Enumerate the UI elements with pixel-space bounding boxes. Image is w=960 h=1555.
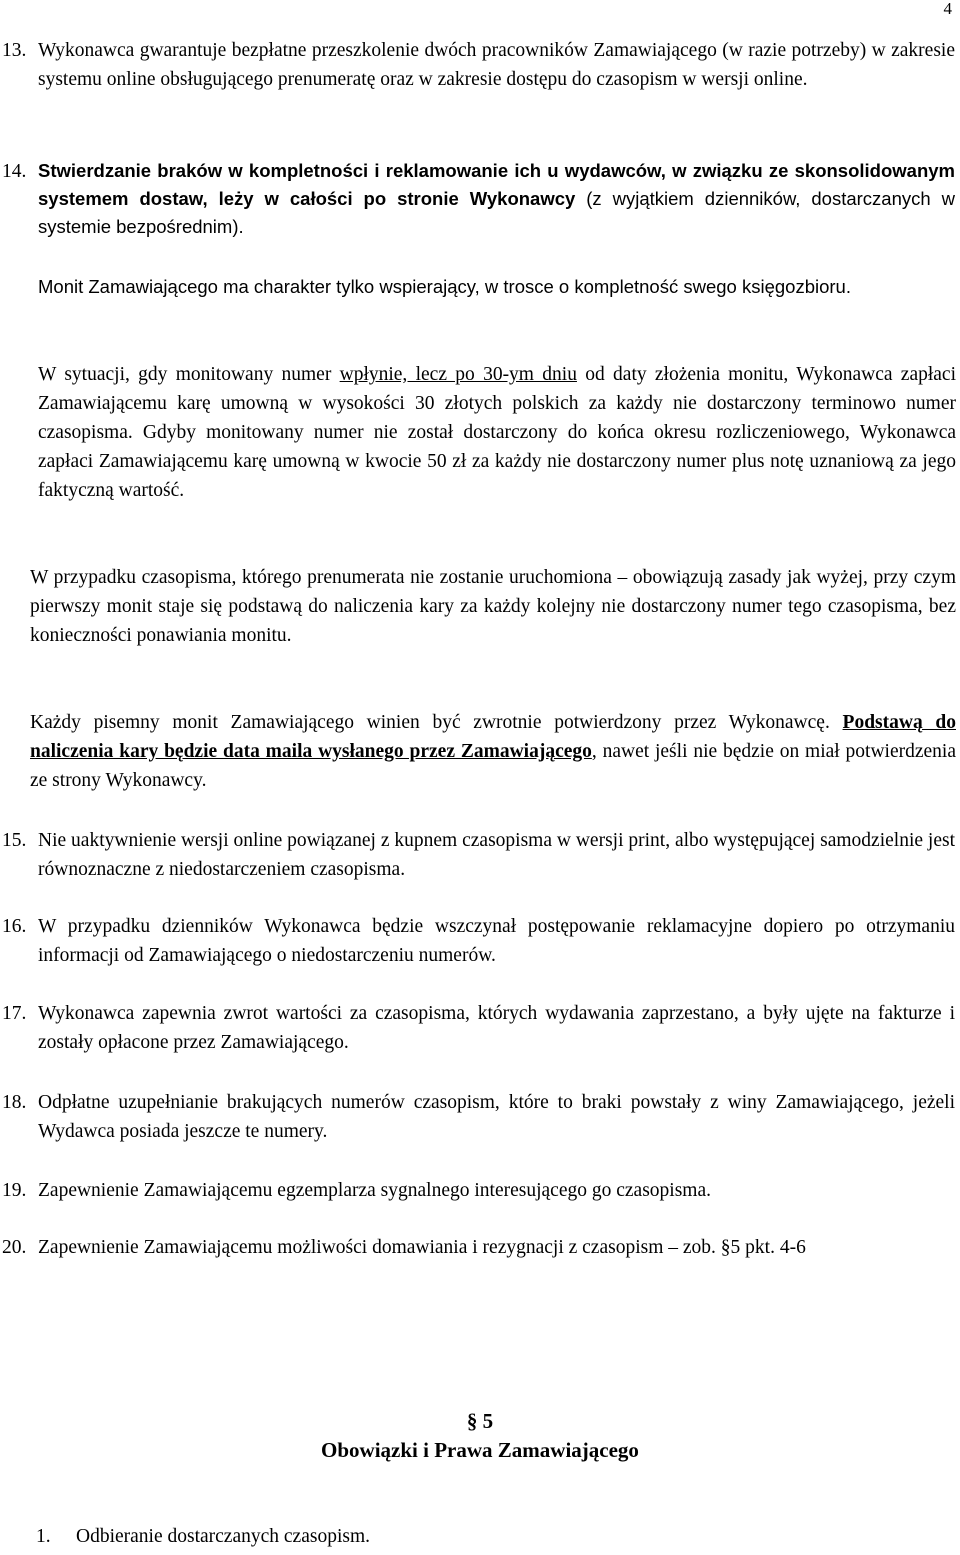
- list-item-17: [0, 999, 955, 1057]
- list-item-15: [0, 826, 955, 884]
- monit-paragraph: Monit Zamawiającego ma charakter tylko wspierający, w trosce o kompletność swego księgozbioru.: [38, 276, 851, 297]
- section-list-item-1: [36, 1522, 936, 1551]
- item-number: 17.: [2, 1003, 27, 1024]
- item-text: [38, 157, 955, 241]
- list-item-13: [0, 36, 955, 94]
- section-title: Obowiązki i Prawa Zamawiającego: [321, 1438, 639, 1462]
- item-text: Zapewnienie Zamawiającemu możliwości domawiania i rezygnacji z czasopism – zob. §5 pkt. 4-6: [38, 1237, 806, 1258]
- list-item-20: [0, 1233, 955, 1262]
- penalty-paragraph: [38, 360, 956, 505]
- subscription-paragraph: W przypadku czasopisma, którego prenumerata nie zostanie uruchomiona – obowiązują zasady jak wyżej, przy czym pierwszy monit staje się podstawą do naliczenia kary za każdy kolejny nie dostarczony numer tego czasopisma, bez konieczności ponawiania monitu.: [30, 567, 956, 646]
- list-item-16: [0, 912, 955, 970]
- written-monit-paragraph: [30, 708, 956, 795]
- list-item-14: [0, 157, 955, 241]
- item-text: W przypadku dzienników Wykonawca będzie wszczynał postępowanie reklamacyjne dopiero po otrzymaniu informacji od Zamawiającego o niedostarczeniu numerów.: [38, 916, 955, 966]
- penalty-text-b: od daty złożenia monitu, Wykonawca zapłaci Zamawiającemu karę umowną w wysokości 30 złotych polskich za każdy nie dostarczony terminowo numer czasopisma. Gdyby monitowany numer nie został dostarczony do końca okresu rozliczeniowego, Wykonawca zapłaci Zamawiającemu karę umowną w kwocie 50 zł za każdy nie dostarczony numer plus notę uznaniową za jego faktyczną wartość.: [38, 364, 957, 501]
- item-number: 16.: [2, 916, 27, 937]
- item-number: 1.: [36, 1526, 51, 1547]
- item-text: Odbieranie dostarczanych czasopism.: [76, 1526, 371, 1547]
- item-text: Zapewnienie Zamawiającemu egzemplarza sygnalnego interesującego go czasopisma.: [38, 1180, 711, 1201]
- item-text: Nie uaktywnienie wersji online powiązanej z kupnem czasopisma w wersji print, albo występującej samodzielnie jest równoznaczne z niedostarczeniem czasopisma.: [38, 830, 955, 880]
- item-number: 14.: [2, 161, 27, 182]
- item-text: Odpłatne uzupełnianie brakujących numerów czasopism, które to braki powstały z winy Zamawiającego, jeżeli Wydawca posiada jeszcze te numery.: [38, 1092, 955, 1142]
- penalty-text-a: W sytuacji, gdy monitowany numer: [38, 364, 340, 385]
- page-number: 4: [943, 0, 952, 18]
- monit-text-c: , nawet jeśli nie będzie on miał potwierdzenia ze strony Wykonawcy.: [30, 741, 956, 791]
- item-number: 13.: [2, 40, 27, 61]
- item-number: 19.: [2, 1180, 27, 1201]
- item-number: 18.: [2, 1092, 27, 1113]
- monit-text-a: Każdy pisemny monit Zamawiającego winien być zwrotnie potwierdzony przez Wykonawcę.: [30, 712, 843, 733]
- list-item-19: [0, 1176, 955, 1205]
- item-text: Wykonawca gwarantuje bezpłatne przeszkolenie dwóch pracowników Zamawiającego (w razie potrzeby) w zakresie systemu online obsługującego prenumeratę oraz w zakresie dostępu do czasopism w wersji online.: [38, 40, 955, 90]
- monit-bold-underlined: Podstawą do naliczenia kary będzie data maila wysłanego przez Zamawiającego: [30, 712, 956, 762]
- section-sign: § 5: [466, 1409, 494, 1433]
- item-number: 15.: [2, 830, 27, 851]
- item-text: Wykonawca zapewnia zwrot wartości za czasopisma, których wydawania zaprzestano, a były ujęte na fakturze i zostały opłacone przez Zamawiającego.: [38, 1003, 955, 1053]
- penalty-underlined: wpłynie, lecz po 30-ym dniu: [339, 364, 577, 385]
- statement-rest: (z wyjątkiem dzienników, dostarczanych w systemie bezpośrednim).: [38, 188, 955, 237]
- bold-statement: Stwierdzanie braków w kompletności i reklamowanie ich u wydawców, w związku ze skonsolidowanym systemem dostaw, leży w całości po stronie Wykonawcy: [38, 160, 955, 209]
- item-number: 20.: [2, 1237, 27, 1258]
- list-item-18: [0, 1088, 955, 1146]
